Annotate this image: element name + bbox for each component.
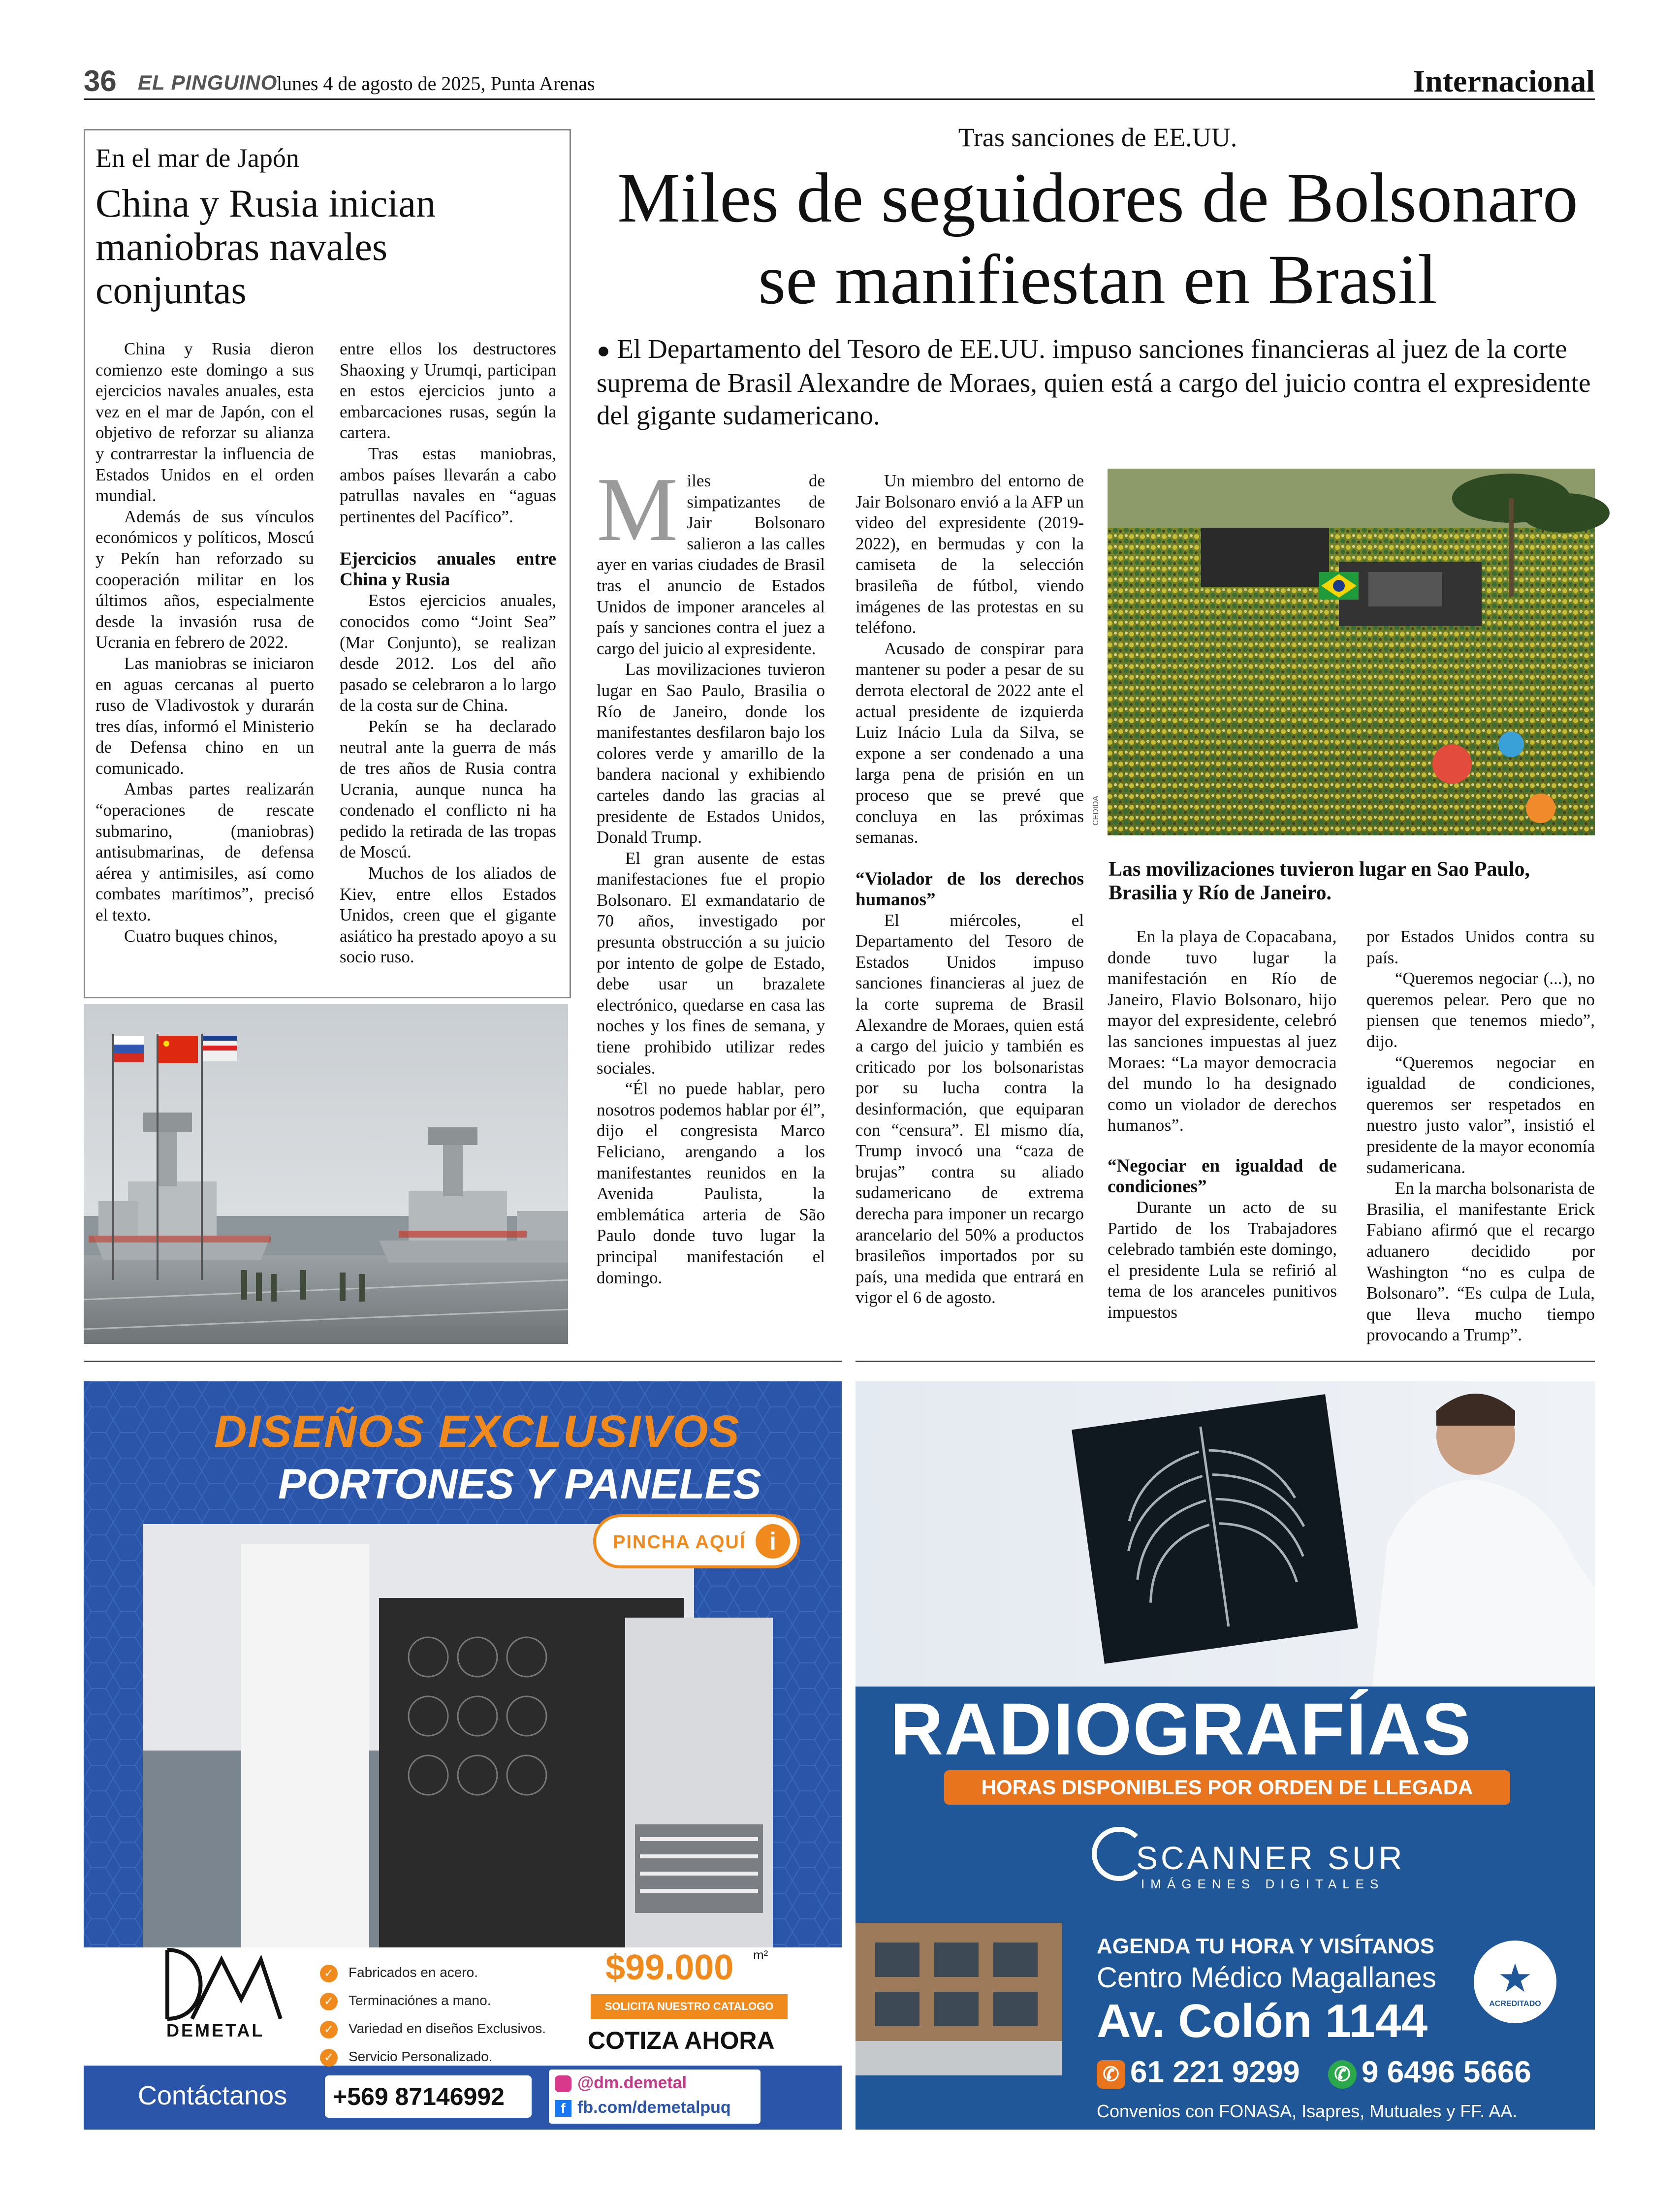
paragraph: “Queremos negociar (...), no queremos pelear. Pero que no piensen que tenemos miedo”, dijo. [1366, 969, 1595, 1051]
center-name: Centro Médico Magallanes [1097, 1962, 1436, 1994]
page-number: 36 [84, 64, 117, 97]
feature-item [320, 1958, 546, 1986]
main-kicker: Tras sanciones de EE.UU. [958, 123, 1237, 152]
check-icon: ✓ [320, 2049, 338, 2067]
demetal-headline-1: DISEÑOS EXCLUSIVOS [214, 1406, 740, 1457]
phone-icon: ✆ [1097, 2060, 1125, 2089]
headline-line-2: se manifiestan en Brasil [758, 241, 1437, 319]
protest-crowd-illustration [1108, 469, 1595, 835]
paragraph: entre ellos los destructores Shaoxing y Urumqi, participan en estos ejercicios junto a embarcaciones rusas, según la cartera. [340, 339, 556, 443]
section-title: Internacional [1413, 64, 1595, 98]
paragraph: Las movilizaciones tuvieron lugar en Sao Paulo, Brasilia o Río de Janeiro, donde los manifestantes desfilaron bajo los colores verde y amarillo de la bandera nacional y exhibiendo carteles dando las gracias al presidente de Estados Unidos, Donald Trump. [597, 660, 825, 847]
feature-item [320, 1986, 546, 2014]
facebook-handle: fb.com/demetalpuq [577, 2098, 731, 2117]
demetal-logo-text: DEMETAL [166, 2020, 265, 2040]
paragraph: “Queremos negociar en igualdad de condiciones, queremos ser respetados en nuestro justo valor”, insistió el presidente de la mayor economía sudamericana. [1366, 1052, 1595, 1177]
instagram-row[interactable] [555, 2073, 687, 2093]
paragraph: Acusado de conspirar para mantener su poder a pesar de su derrota electoral de 2022 ante el actual presidente de izquierda Luiz Inácio Lula da Silva, se expone a ser condenado a una larga pena de prisión en un proceso que se prevé que concluya en las próximas semanas. [856, 638, 1084, 847]
main-column-1 [597, 459, 825, 1288]
warships-photo [84, 1004, 568, 1344]
header-date: lunes 4 de agosto de 2025, Punta Arenas [277, 72, 595, 95]
paragraph: Muchos de los aliados de Kiev, entre ellos Estados Unidos, creen que el gigante asiático ha prestado apoyo a su socio ruso. [340, 863, 556, 967]
paragraph: China y Rusia dieron comienzo este domingo a sus ejercicios navales anuales, esta vez en el mar de Japón, con el objetivo de reforzar su alianza y contrarrestar la influencia de Estados Unidos en el orden mundial. [95, 339, 314, 506]
feature-item [320, 2014, 546, 2042]
info-icon: i [756, 1524, 790, 1559]
paragraph: El miércoles, el Departamento del Tesoro de Estados Unidos impuso sanciones financieras al juez de la corte suprema de Brasil Alexandre de Moraes, quien está a cargo del juicio y también es criticado por los bolsonaristas por su lucha contra la desinformación, que equiparan con “censura”. El mismo día, Trump invocó una “caza de brujas” contra su aliado sudamericano de extrema derecha para imponer un recargo arancelario del 50% a productos brasileños importados por su país, una medida que entrará en vigor el 6 de agosto. [856, 910, 1084, 1307]
section-rule [84, 1361, 842, 1362]
facebook-row[interactable] [555, 2098, 731, 2117]
paragraph: por Estados Unidos contra su país. [1366, 927, 1595, 967]
sidebar-column-1 [95, 339, 314, 947]
paragraph: Pekín se ha declarado neutral ante la guerra de más de tres años de Rusia contra Ucrania, aunque nunca ha condenado el conflicto ni ha pedido la retirada de las tropas de Moscú. [340, 716, 556, 862]
feature-label: Variedad en diseños Exclusivos. [349, 2021, 546, 2036]
pincha-aqui-label: PINCHA AQUÍ [613, 1532, 746, 1553]
feature-label: Terminaciónes a mano. [349, 1993, 491, 2008]
social-box [549, 2070, 761, 2124]
whatsapp-icon: ✆ [1328, 2060, 1357, 2089]
paragraph: Durante un acto de su Partido de los Trabajadores celebrado también este domingo, el presidente Lula se refirió al tema de los aranceles punitivos impuestos [1108, 1197, 1337, 1322]
check-icon: ✓ [320, 2021, 338, 2039]
sidebar-subhead: Ejercicios anuales entre China y Rusia [340, 549, 556, 590]
phone-whatsapp-number: 9 6496 5666 [1362, 2055, 1531, 2089]
price: $99.000 [605, 1948, 734, 1987]
seal-text: ACREDITADO [1489, 2000, 1541, 2008]
protest-photo [1092, 469, 1595, 835]
drop-cap: M [597, 459, 678, 560]
paragraph: Ambas partes realizarán “operaciones de rescate submarino, (maniobras) antisubmarinas, de defensa aérea y antimisiles, así como combates marítimos”, precisó el texto. [95, 779, 314, 925]
photo-credit: CEDIDA [1092, 796, 1100, 826]
warships-illustration [84, 1004, 568, 1344]
paragraph: “Él no puede hablar, pero nosotros podemos hablar por él”, dijo el congresista Marco Feliciano, arengando a los manifestantes reunidos en la Avenida Paulista, la emblemática arteria de São Paulo donde tuvo lugar la principal manifestación el domingo. [597, 1079, 825, 1287]
facebook-icon: f [555, 2100, 571, 2117]
instagram-handle: @dm.demetal [577, 2073, 687, 2092]
paragraph: En la playa de Copacabana, donde tuvo lugar la manifestación en Río de Janeiro, Flavio Bolsonaro, hijo mayor del expresidente, celebró las sanciones impuestas al juez Moraes: “La mayor democracia del mundo lo ha designado como un violador de derechos humanos”. [1108, 927, 1337, 1135]
paragraph: Además de sus vínculos económicos y políticos, Moscú y Pekín han reforzado su cooperación militar en los últimos años, especialmente desde la invasión rusa de Ucrania en febrero de 2022. [95, 507, 314, 652]
sidebar-title: China y Rusia inician maniobras navales conjuntas [95, 182, 436, 312]
demetal-ad[interactable] [84, 1381, 842, 2130]
scanner-brand-sub: IMÁGENES DIGITALES [1141, 1877, 1385, 1891]
phone-number: +569 87146992 [333, 2083, 505, 2110]
lead-bullet-icon: ● [597, 338, 610, 363]
agenda-text: AGENDA TU HORA Y VISÍTANOS [1097, 1934, 1435, 1958]
price-unit: m² [753, 1947, 768, 1962]
seal-star-icon: ★ [1497, 1956, 1533, 2000]
page-header [84, 63, 1595, 100]
main-subhead-2: “Negociar en igualdad de condiciones” [1108, 1155, 1337, 1197]
main-headline [591, 158, 1605, 321]
address: Av. Colón 1144 [1097, 1995, 1428, 2047]
paragraph: Un miembro del entorno de Jair Bolsonaro envió a la AFP un video del expresidente (2019-2022), en bermudas y con la camiseta de la selección brasileña de fútbol, viendo imágenes de las protestas en su teléfono. [856, 471, 1084, 637]
main-column-2 [856, 471, 1084, 1308]
phone-whatsapp[interactable] [1328, 2055, 1531, 2090]
section-rule [856, 1361, 1595, 1362]
paragraph: Cuatro buques chinos, [124, 926, 278, 946]
protest-photo-caption: Las movilizaciones tuvieron lugar en Sao Paulo, Brasilia y Río de Janeiro. [1109, 858, 1530, 904]
headline-line-1: Miles de seguidores de Bolsonaro [617, 159, 1578, 237]
feature-label: Fabricados en acero. [349, 1965, 478, 1980]
sidebar-kicker: En el mar de Japón [95, 143, 299, 173]
feature-item [320, 2042, 546, 2071]
convenios: Convenios con FONASA, Isapres, Mutuales y FF. AA. [1097, 2101, 1518, 2121]
radiografias-headline: RADIOGRAFÍAS [890, 1688, 1472, 1770]
first-paragraph: iles de simpatizantes de Jair Bolsonaro salieron a las calles ayer en varias ciudades de Brasil tras el anuncio de Estados Unidos de imponer aranceles al país y sanciones contra el juez a cargo del juicio al expresidente. [597, 471, 825, 658]
catalog-button[interactable]: SOLICITA NUESTRO CATALOGO [591, 1994, 788, 2019]
newspaper-logo: EL PINGUINO [138, 71, 278, 94]
accreditation-seal-icon [1471, 1938, 1559, 2026]
check-icon: ✓ [320, 1965, 338, 1982]
sidebar-column-2 [340, 339, 556, 968]
phone-landline[interactable] [1097, 2055, 1300, 2090]
cotiza-ahora: COTIZA AHORA [588, 2027, 775, 2054]
phone-landline-number: 61 221 9299 [1130, 2055, 1300, 2089]
phone-pill[interactable] [325, 2075, 532, 2118]
paragraph [597, 459, 825, 659]
scanner-ad[interactable] [856, 1381, 1595, 2130]
demetal-headline-2: PORTONES Y PANELES [278, 1461, 761, 1508]
lead-text: El Departamento del Tesoro de EE.UU. impuso sanciones financieras al juez de la corte suprema de Brasil Alexandre de Moraes, quien está a cargo del juicio contra el expresidente del gigante sudamericano. [597, 334, 1591, 430]
main-lead [597, 333, 1596, 432]
check-icon: ✓ [320, 1993, 338, 2010]
scanner-brand: SCANNER SUR [1136, 1840, 1405, 1876]
paragraph: El gran ausente de estas manifestaciones fue el propio Bolsonaro. El exmandatario de 70 años, investigado por presunta obstrucción a su juicio por intento de golpe de Estado, debe usar un brazalete electrónico, quedarse en casa las noches y los fines de semana, y tiene prohibido utilizar redes sociales. [597, 848, 825, 1078]
main-column-4 [1366, 926, 1595, 1346]
pincha-aqui-button[interactable] [593, 1514, 800, 1568]
hours-banner: HORAS DISPONIBLES POR ORDEN DE LLEGADA [944, 1770, 1510, 1805]
paragraph: Las maniobras se iniciaron en aguas cercanas al puerto ruso de Vladivostok y durarán tres días, informó el Ministerio de Defensa chino en un comunicado. [95, 653, 314, 778]
main-subhead-1: “Violador de los derechos humanos” [856, 868, 1084, 910]
feature-label: Servicio Personalizado. [349, 2049, 493, 2064]
paragraph: Tras estas maniobras, ambos países llevarán a cabo patrullas navales en “aguas pertinentes del Pacífico”. [340, 444, 556, 526]
instagram-icon [555, 2075, 571, 2092]
paragraph: Estos ejercicios anuales, conocidos como “Joint Sea” (Mar Conjunto), se realizan desde 2012. Los del año pasado se celebraron a lo largo de la costa sur de China. [340, 591, 556, 715]
contact-label: Contáctanos [138, 2081, 287, 2110]
paragraph: En la marcha bolsonarista de Brasilia, el manifestante Erick Fabiano afirmó que el recargo aduanero decidido por Washington “no es culpa de Bolsonaro”. “Es culpa de Lula, que lleva mucho tiempo provocando a Trump”. [1366, 1179, 1595, 1345]
demetal-features [320, 1958, 546, 2071]
main-column-3 [1108, 926, 1337, 1323]
